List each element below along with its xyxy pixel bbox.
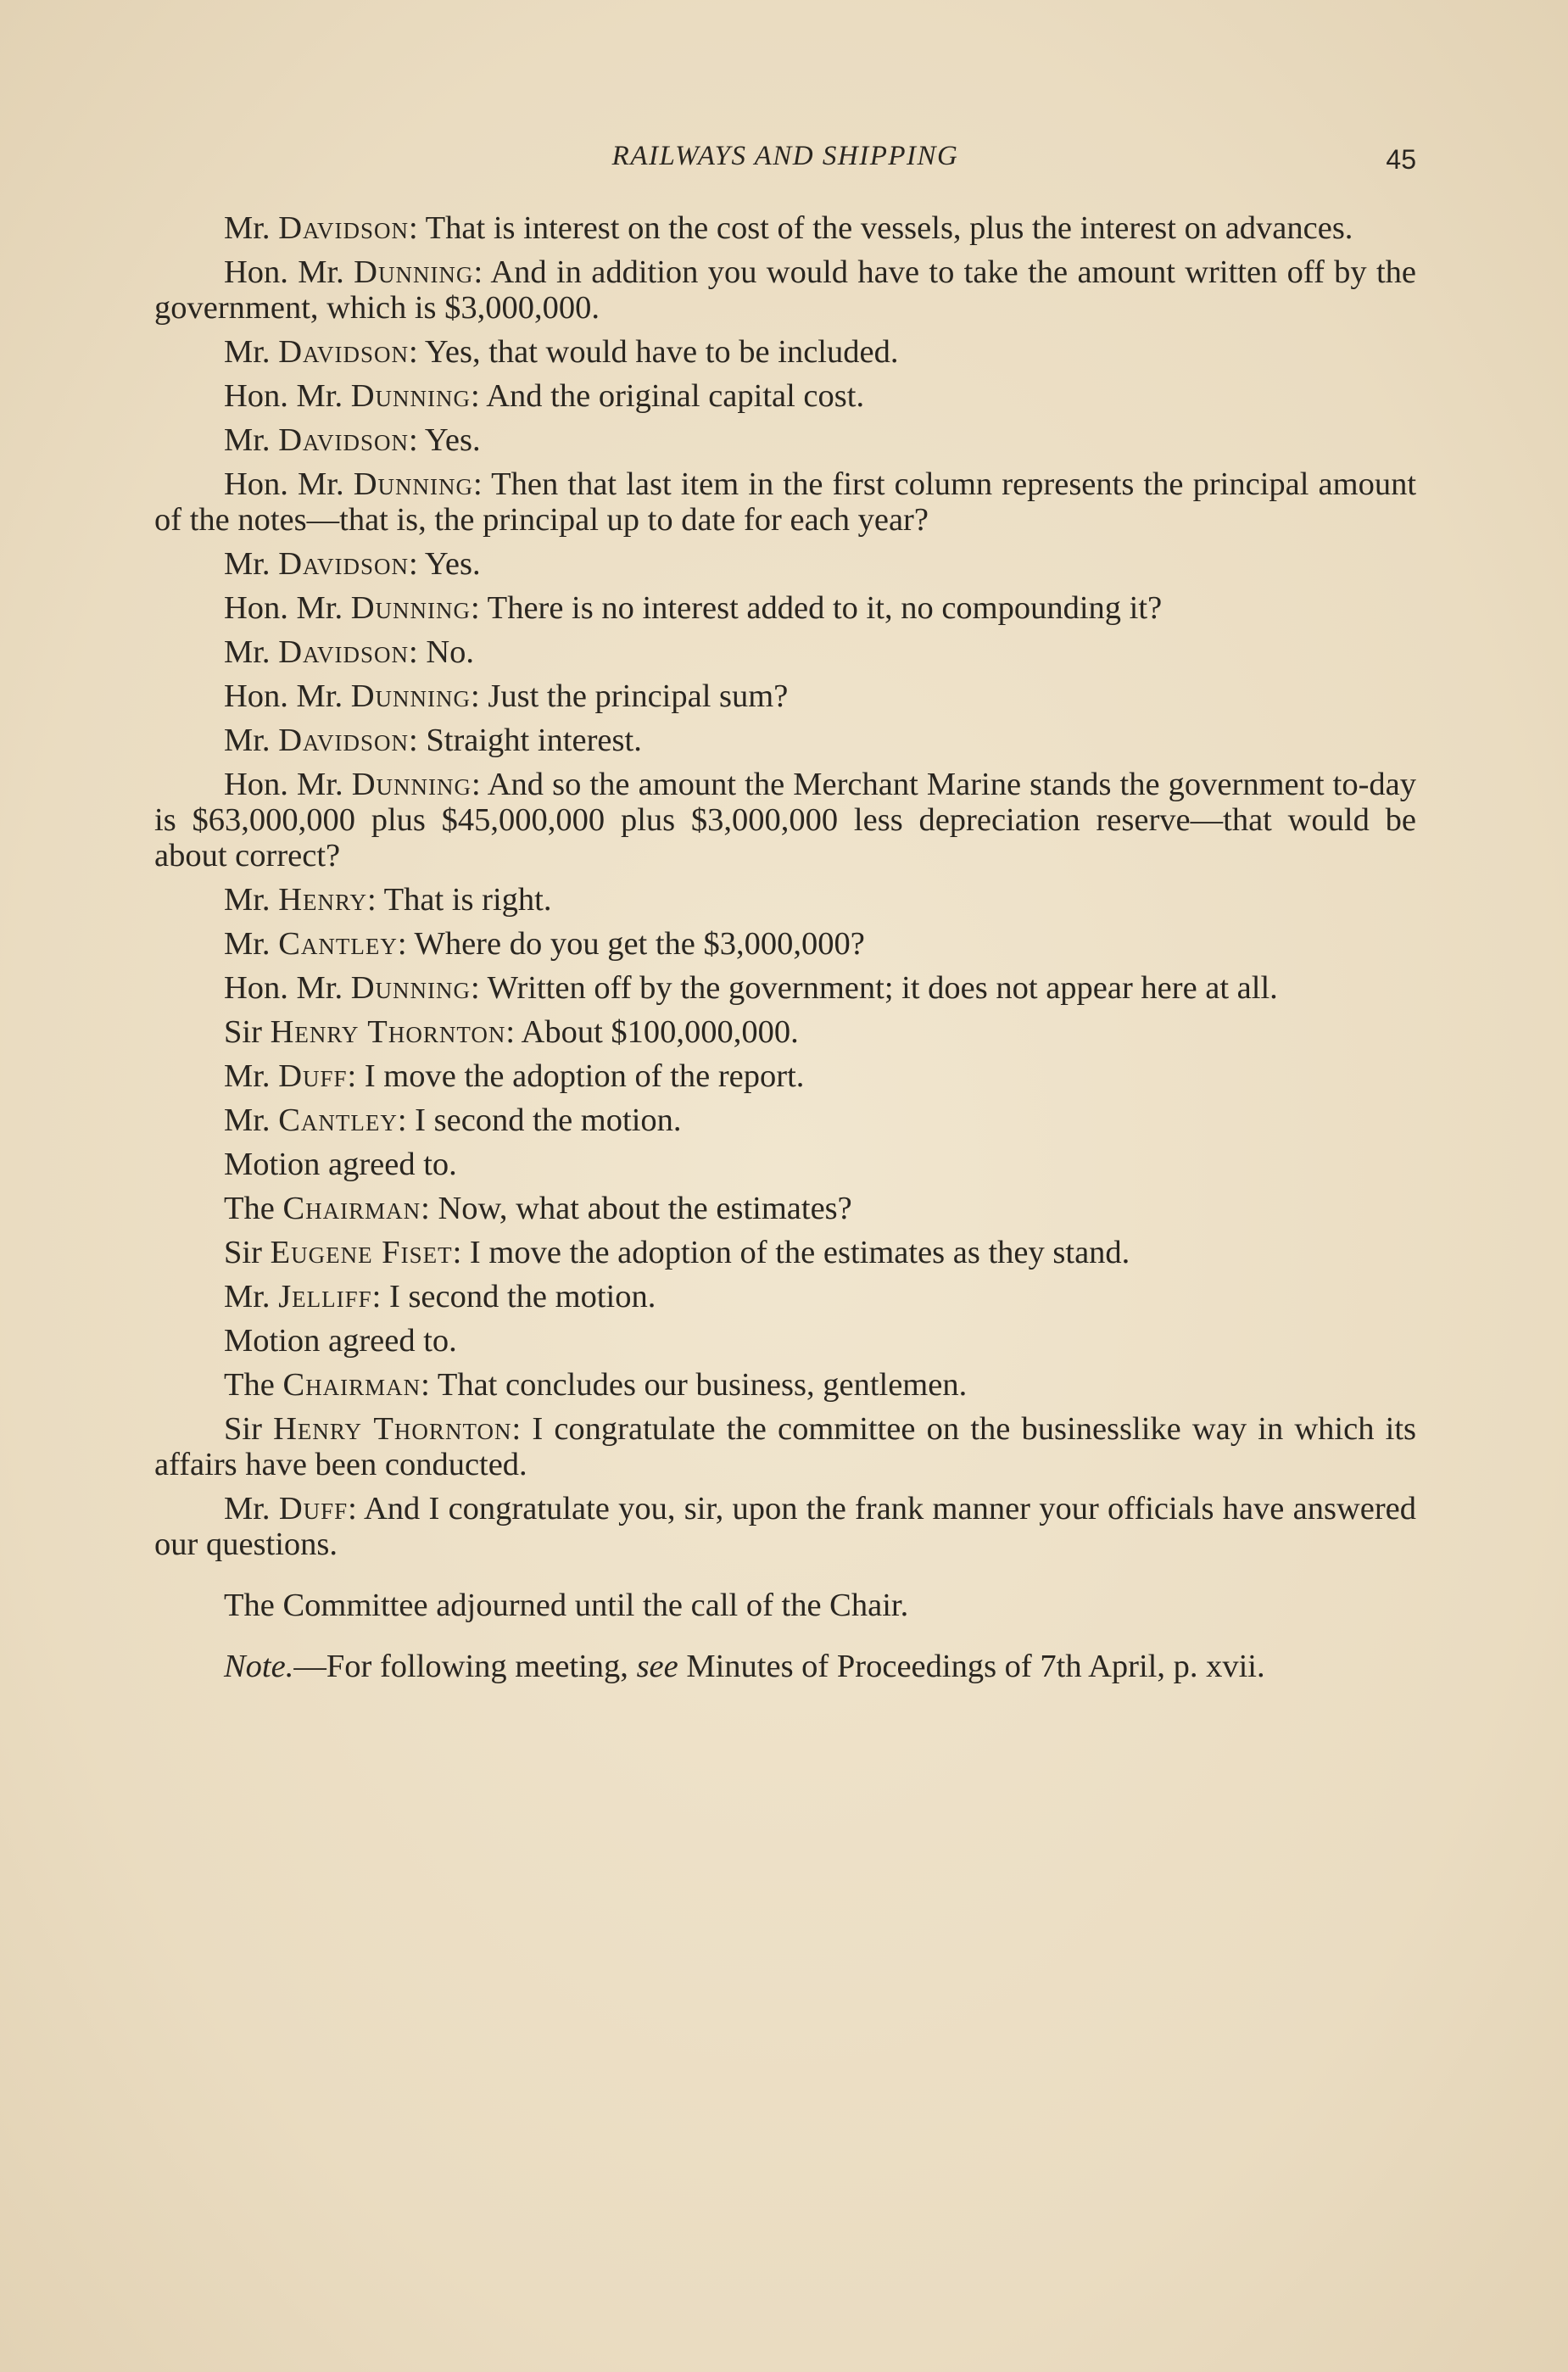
speaker-name: Jelliff (278, 1279, 372, 1314)
speech-paragraph: Hon. Mr. Dunning: Written off by the government; it does not appear here at all. (224, 970, 1278, 1006)
speech-paragraph: The Chairman: That concludes our business, gentlemen. (224, 1367, 968, 1403)
speech-paragraph: Mr. Davidson: Yes. (224, 422, 481, 458)
speaker-title: Hon. Mr. (224, 678, 343, 714)
speaker-title: Hon. Mr. (224, 767, 343, 802)
speaker-name: Davidson (278, 723, 410, 758)
speech-paragraph: Hon. Mr. Dunning: Then that last item in the first column represents the principal amount of the notes—that is, the principal up to date for each year? (154, 466, 1417, 538)
note-rest: Minutes of Proceedings of 7th April, p. xvii. (686, 1649, 1265, 1684)
speaker-title: The (224, 1367, 275, 1403)
speech-text: About $100,000,000. (521, 1014, 799, 1050)
speech-text: And I congratulate you, sir, upon the frank manner your officials have answered our questions. (154, 1491, 1417, 1562)
speaker-name: Dunning (350, 970, 472, 1006)
speech-paragraph: Mr. Davidson: Yes, that would have to be included. (224, 334, 899, 370)
speech-text: I move the adoption of the estimates as they stand. (469, 1235, 1130, 1270)
speech-paragraph: Sir Henry Thornton: I congratulate the committee on the businesslike way in which its affairs have been conducted. (154, 1411, 1417, 1482)
speaker-name: Henry Thornton (270, 1014, 506, 1050)
note-see: see (636, 1649, 678, 1684)
speech-paragraph: Mr. Cantley: I second the motion. (224, 1102, 682, 1138)
speech-text: Now, what about the estimates? (438, 1191, 852, 1226)
speech-text: Motion agreed to. (224, 1323, 457, 1359)
running-head (154, 141, 1416, 181)
speech-paragraph: Mr. Davidson: Yes. (224, 546, 481, 582)
speech-text: I congratulate the committee on the businesslike way in which its affairs have been conducted. (154, 1411, 1417, 1482)
speaker-title: Mr. (224, 634, 271, 670)
speech-paragraph: Mr. Jelliff: I second the motion. (224, 1279, 656, 1314)
speaker-title: Mr. (224, 1491, 271, 1526)
speaker-title: Mr. (224, 422, 271, 458)
speaker-title: Mr. (224, 926, 271, 962)
speaker-name: Davidson (278, 546, 410, 582)
running-title: RAILWAYS AND SHIPPING (611, 141, 959, 171)
speaker-title: Mr. (224, 1102, 271, 1138)
speech-paragraph: Mr. Davidson: That is interest on the cost of the vessels, plus the interest on advances. (224, 210, 1353, 246)
speech-text: And so the amount the Merchant Marine stands the government to-day is $63,000,000 plus $45,000,000 plus $3,000,000 less depreciation reserve—that would be about correct? (154, 767, 1417, 873)
note-label: Note. (224, 1649, 294, 1684)
speaker-title: The (224, 1191, 275, 1226)
speech-paragraph: Hon. Mr. Dunning: There is no interest added to it, no compounding it? (224, 590, 1163, 626)
speech-text: Where do you get the $3,000,000? (414, 926, 865, 962)
speech-text: I move the adoption of the report. (364, 1058, 805, 1094)
speech-paragraph: Hon. Mr. Dunning: And so the amount the Merchant Marine stands the government to-day is $63,000,000 plus $45,000,000 plus $3,000,000 less depreciation reserve—that would be about correct? (154, 767, 1417, 873)
speech-paragraph (154, 1323, 1416, 1359)
speaker-title: Sir (224, 1411, 262, 1447)
speaker-name: Duff (278, 1058, 348, 1094)
speaker-name: Chairman (282, 1191, 421, 1226)
speaker-name: Davidson (278, 634, 410, 670)
speaker-name: Duff (278, 1491, 349, 1526)
speech-paragraph: Sir Henry Thornton: About $100,000,000. (224, 1014, 799, 1050)
speech-text: Motion agreed to. (224, 1147, 457, 1182)
speech-paragraph: Mr. Henry: That is right. (224, 882, 552, 918)
speaker-name: Eugene Fiset (270, 1235, 453, 1270)
speaker-title: Mr. (224, 210, 271, 246)
speech-paragraph: Sir Eugene Fiset: I move the adoption of the estimates as they stand. (224, 1235, 1130, 1270)
footnote (154, 1649, 1416, 1684)
speech-paragraph: Mr. Davidson: Straight interest. (224, 723, 642, 758)
speech-text: I second the motion. (415, 1102, 682, 1138)
speech-paragraph: Mr. Duff: I move the adoption of the report. (224, 1058, 805, 1094)
speaker-title: Sir (224, 1014, 262, 1050)
speaker-title: Hon. Mr. (224, 254, 344, 290)
speaker-name: Cantley (278, 926, 398, 962)
speaker-name: Dunning (350, 590, 472, 626)
speaker-title: Mr. (224, 334, 271, 370)
speech-text: And in addition you would have to take the amount written off by the government, which is $3,000,000. (154, 254, 1417, 326)
speaker-title: Hon. Mr. (224, 466, 344, 502)
transcript-paragraphs (154, 210, 1416, 1562)
note-dash-text: —For following meeting, (293, 1649, 628, 1684)
speaker-title: Hon. Mr. (224, 590, 343, 626)
speech-text: And the original capital cost. (486, 378, 865, 414)
speaker-name: Davidson (278, 210, 410, 246)
speaker-name: Davidson (278, 422, 410, 458)
speech-text: Yes, that would have to be included. (424, 334, 899, 370)
speech-paragraph: Mr. Cantley: Where do you get the $3,000,000? (224, 926, 865, 962)
speech-paragraph: Mr. Davidson: No. (224, 634, 475, 670)
page-number: 45 (1386, 144, 1416, 175)
speech-paragraph: Hon. Mr. Dunning: Just the principal sum? (224, 678, 789, 714)
adjournment-line: The Committee adjourned until the call of the Chair. (224, 1588, 909, 1623)
speaker-title: Mr. (224, 882, 271, 918)
speaker-name: Henry Thornton (273, 1411, 512, 1447)
speaker-name: Cantley (278, 1102, 398, 1138)
speaker-name: Henry (278, 882, 367, 918)
speech-text: Straight interest. (426, 723, 642, 758)
speaker-name: Chairman (282, 1367, 421, 1403)
speech-text: Yes. (424, 546, 481, 582)
speaker-name: Dunning (353, 466, 474, 502)
speaker-name: Dunning (350, 678, 472, 714)
speaker-title: Mr. (224, 1058, 271, 1094)
speaker-title: Hon. Mr. (224, 378, 343, 414)
speaker-name: Davidson (278, 334, 410, 370)
speech-text: I second the motion. (389, 1279, 656, 1314)
speech-paragraph: The Chairman: Now, what about the estimates? (224, 1191, 852, 1226)
speech-text: No. (426, 634, 475, 670)
speaker-title: Mr. (224, 1279, 271, 1314)
speech-text: Written off by the government; it does not appear here at all. (487, 970, 1278, 1006)
speaker-title: Sir (224, 1235, 262, 1270)
speech-paragraph (154, 1147, 1416, 1182)
speaker-name: Dunning (351, 767, 472, 802)
speech-text: That is right. (383, 882, 552, 918)
speech-text: That is interest on the cost of the vessels, plus the interest on advances. (425, 210, 1353, 246)
speaker-name: Dunning (350, 378, 472, 414)
speaker-title: Hon. Mr. (224, 970, 343, 1006)
speech-paragraph: Hon. Mr. Dunning: And in addition you would have to take the amount written off by the government, which is $3,000,000. (154, 254, 1417, 326)
speech-paragraph: Hon. Mr. Dunning: And the original capital cost. (224, 378, 865, 414)
speech-text: That concludes our business, gentlemen. (437, 1367, 968, 1403)
speaker-title: Mr. (224, 723, 271, 758)
speaker-name: Dunning (354, 254, 474, 290)
speech-text: Then that last item in the first column represents the principal amount of the notes—that is, the principal up to date for each year? (154, 466, 1417, 538)
transcript-body (154, 210, 1416, 1693)
speech-text: Yes. (424, 422, 481, 458)
speech-text: Just the principal sum? (488, 678, 789, 714)
speech-text: There is no interest added to it, no compounding it? (487, 590, 1163, 626)
speech-paragraph: Mr. Duff: And I congratulate you, sir, upon the frank manner your officials have answered our questions. (154, 1491, 1417, 1562)
speaker-title: Mr. (224, 546, 271, 582)
